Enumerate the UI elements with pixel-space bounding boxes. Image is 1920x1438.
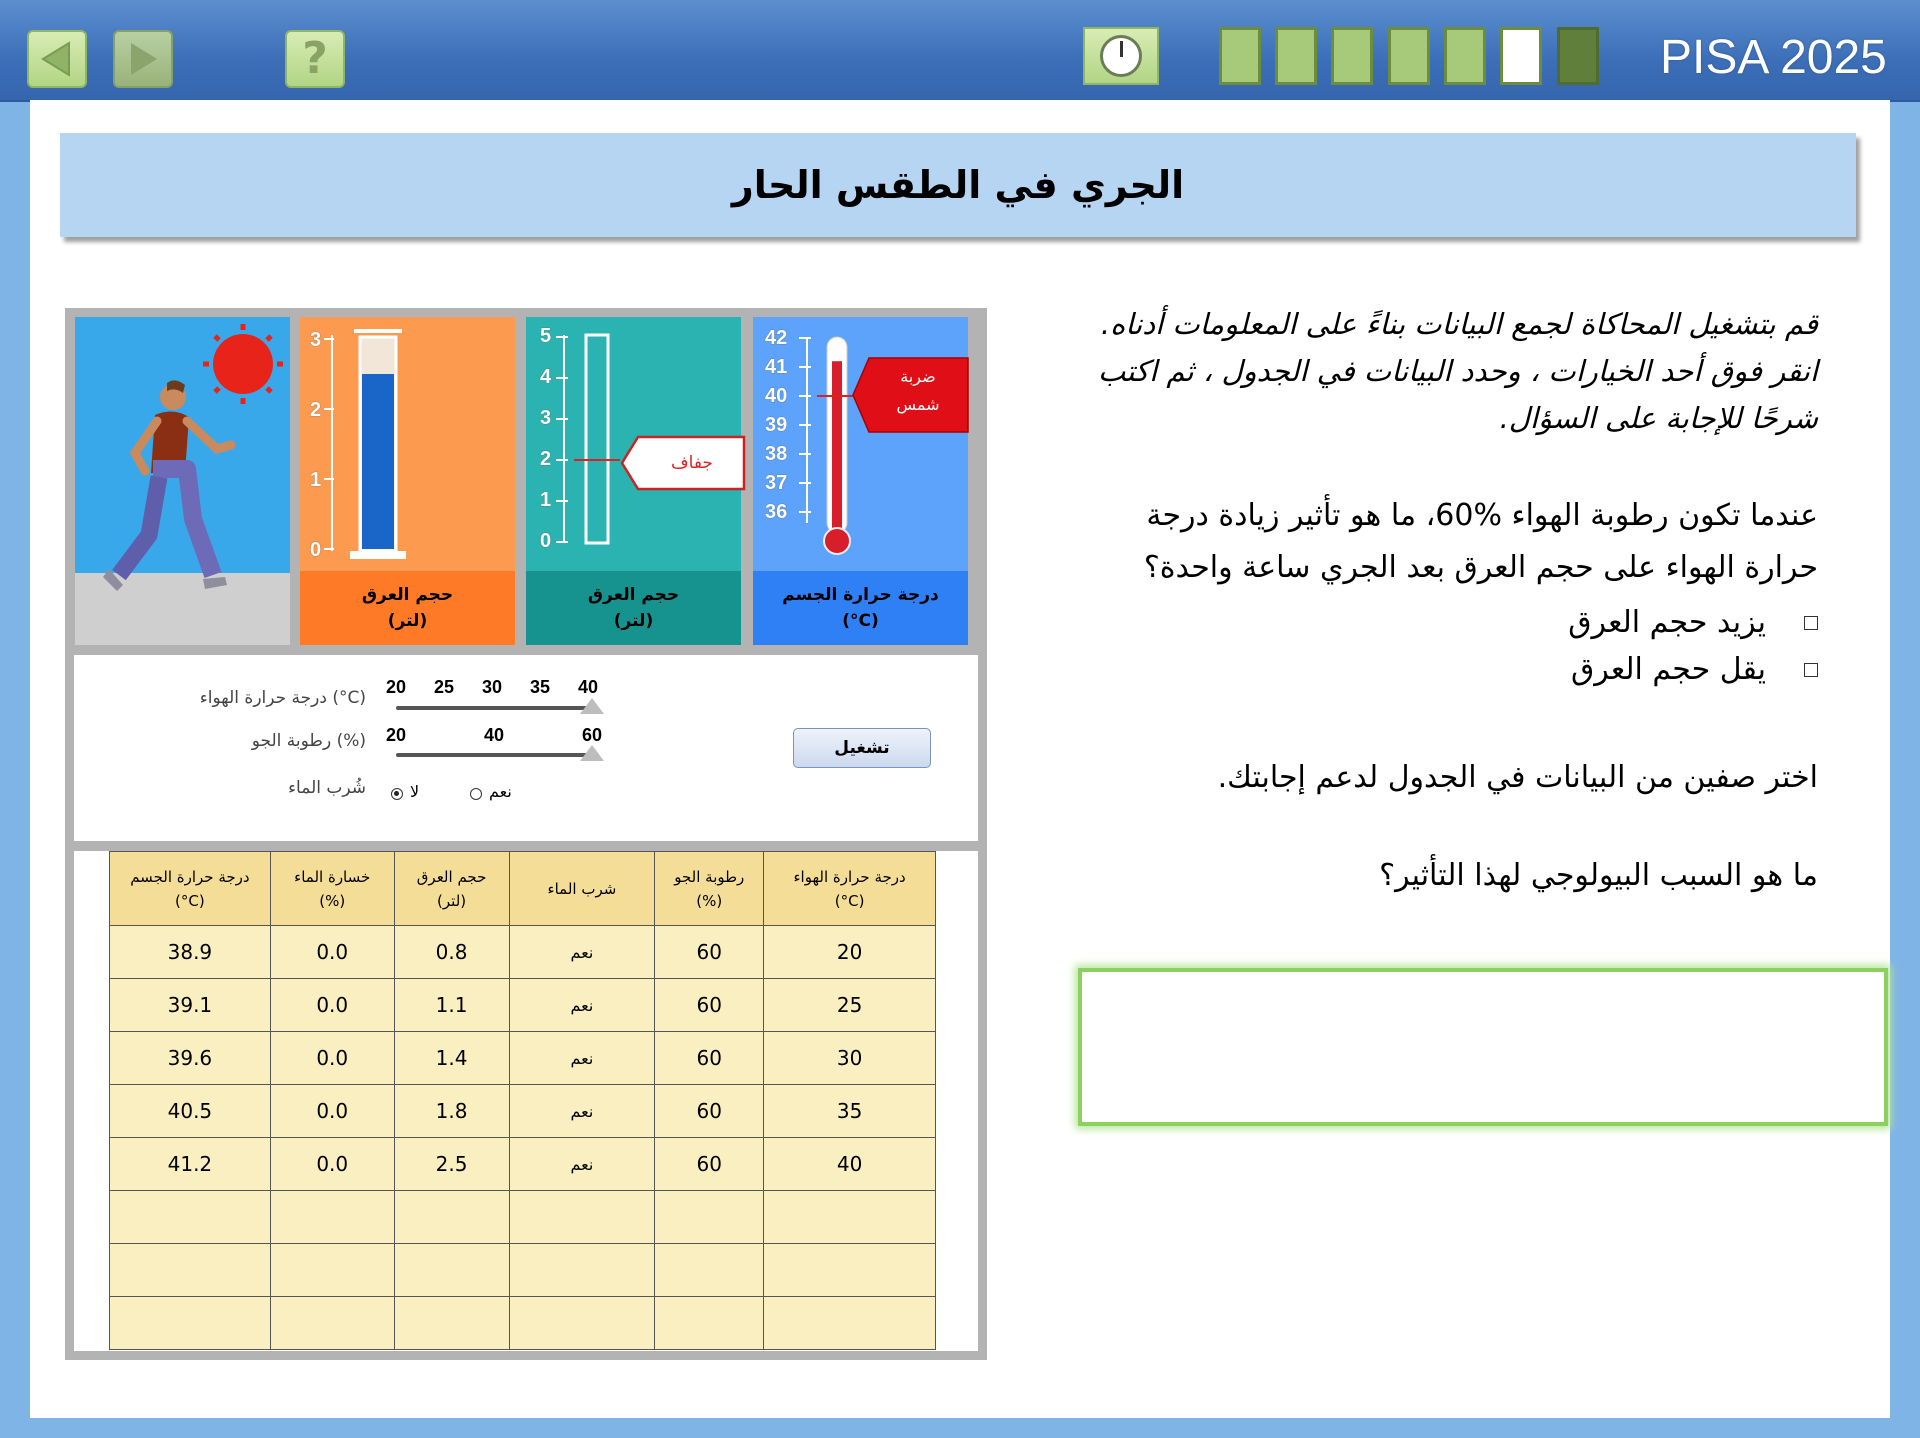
- panel-unit: (لتر): [387, 611, 428, 631]
- table-row[interactable]: [110, 1297, 936, 1350]
- table-cell[interactable]: 0.8: [394, 926, 509, 979]
- progress-step-2: [1275, 27, 1317, 85]
- option-label: يزيد حجم العرق: [1568, 605, 1766, 640]
- table-cell[interactable]: 0.0: [270, 1032, 394, 1085]
- instruction-line: شرحًا للإجابة على السؤال.: [1499, 401, 1818, 435]
- table-header: [270, 852, 394, 926]
- table-cell[interactable]: 40.5: [110, 1085, 271, 1138]
- checkbox-icon[interactable]: [1804, 663, 1818, 677]
- slider-tick-label: 20: [386, 677, 407, 697]
- slider-tick-label: 60: [582, 725, 603, 745]
- back-button[interactable]: [27, 30, 87, 88]
- progress-step-7: [1557, 27, 1599, 85]
- dehydration-alert: [620, 435, 746, 491]
- table-cell[interactable]: [764, 1191, 936, 1244]
- brand-logo: PISA 2025: [1660, 31, 1887, 84]
- progress-step-5: [1444, 27, 1486, 85]
- table-cell[interactable]: نعم: [509, 1138, 655, 1191]
- data-table: [109, 851, 936, 1350]
- drink-yes-radio[interactable]: [470, 788, 482, 800]
- table-cell[interactable]: 35: [764, 1085, 936, 1138]
- heatstroke-alert-text: ضربة: [900, 367, 936, 386]
- drink-water-label: شُرب الماء: [288, 778, 366, 798]
- heatstroke-alert: [851, 357, 969, 433]
- table-cell[interactable]: [509, 1297, 655, 1350]
- sweat-volume-panel: [300, 317, 515, 645]
- table-cell[interactable]: [394, 1244, 509, 1297]
- progress-step-1: [1219, 27, 1261, 85]
- table-cell[interactable]: 39.6: [110, 1032, 271, 1085]
- scale-label: 40: [765, 385, 788, 407]
- select-rows-prompt: اختر صفين من البيانات في الجدول لدعم إجابتك.: [1217, 760, 1818, 795]
- scale-label: 0: [310, 539, 322, 561]
- table-cell[interactable]: نعم: [509, 1085, 655, 1138]
- question-prompt: [1144, 490, 1818, 594]
- table-cell[interactable]: [270, 1191, 394, 1244]
- table-cell[interactable]: 0.0: [270, 1138, 394, 1191]
- header-unit: (°C): [834, 891, 865, 910]
- table-cell[interactable]: 60: [655, 1032, 764, 1085]
- slider-tick-label: 40: [578, 677, 599, 697]
- body-temp-panel: [753, 317, 968, 645]
- scale-label: 37: [765, 472, 788, 494]
- table-cell[interactable]: نعم: [509, 926, 655, 979]
- table-cell[interactable]: [110, 1244, 271, 1297]
- scale-label: 4: [540, 366, 552, 388]
- option-increase[interactable]: [1568, 605, 1818, 640]
- slider-tick-label: 25: [434, 677, 455, 697]
- table-cell[interactable]: نعم: [509, 979, 655, 1032]
- header-unit: (%): [696, 891, 723, 910]
- table-cell[interactable]: [270, 1297, 394, 1350]
- table-cell[interactable]: 60: [655, 1138, 764, 1191]
- dehydration-alert-text: جفاف: [671, 453, 713, 473]
- prompt-line: عندما تكون رطوبة الهواء %60، ما هو تأثير زيادة درجة: [1146, 498, 1818, 533]
- scale-label: 2: [310, 399, 322, 421]
- top-bar: [0, 0, 1920, 102]
- table-cell[interactable]: 40: [764, 1138, 936, 1191]
- table-row[interactable]: [110, 979, 936, 1032]
- table-cell[interactable]: [509, 1191, 655, 1244]
- simulation-controls: [74, 655, 978, 841]
- option-label: يقل حجم العرق: [1571, 652, 1766, 687]
- next-arrow-icon: [123, 39, 163, 79]
- panel-label: حجم العرق: [361, 585, 454, 605]
- scale-label: 38: [765, 443, 788, 465]
- table-row[interactable]: [110, 1032, 936, 1085]
- table-header: [110, 852, 271, 926]
- table-cell[interactable]: 60: [655, 979, 764, 1032]
- air-temp-slider-thumb[interactable]: [580, 698, 604, 714]
- heatstroke-alert-text: شمس: [896, 395, 940, 414]
- header-label: درجة حرارة الهواء: [793, 867, 906, 886]
- back-arrow-icon: [37, 39, 77, 79]
- table-row[interactable]: [110, 1085, 936, 1138]
- table-cell[interactable]: [270, 1244, 394, 1297]
- table-cell[interactable]: 60: [655, 1085, 764, 1138]
- table-header: [655, 852, 764, 926]
- air-temp-label: درجة حرارة الهواء (°C): [199, 688, 366, 708]
- humidity-slider-thumb[interactable]: [580, 745, 604, 761]
- humidity-label: رطوبة الجو (%): [251, 731, 366, 751]
- scale-label: 3: [310, 329, 322, 351]
- scale-label: 5: [540, 325, 552, 347]
- header-unit: (لتر): [437, 891, 467, 910]
- scale-label: 41: [765, 356, 788, 378]
- table-cell[interactable]: [509, 1244, 655, 1297]
- checkbox-icon[interactable]: [1804, 616, 1818, 630]
- scale-label: 42: [765, 327, 788, 349]
- simulation: [65, 308, 987, 1360]
- table-cell[interactable]: 0.0: [270, 979, 394, 1032]
- table-cell[interactable]: [110, 1297, 271, 1350]
- progress-step-3: [1331, 27, 1373, 85]
- scale-label: 0: [540, 530, 552, 552]
- table-cell[interactable]: [394, 1191, 509, 1244]
- header-label: شرب الماء: [547, 879, 617, 898]
- timer-button[interactable]: [1083, 27, 1159, 85]
- table-row[interactable]: [110, 1191, 936, 1244]
- table-cell[interactable]: نعم: [509, 1032, 655, 1085]
- thermometer-icon: [753, 317, 968, 571]
- table-header: [394, 852, 509, 926]
- scale-label: 1: [310, 469, 322, 491]
- data-table-area: [74, 851, 978, 1351]
- graduated-cylinder-icon: [300, 317, 515, 571]
- instruction-line: قم بتشغيل المحاكاة لجمع البيانات بناءً على المعلومات أدناه.: [1100, 307, 1818, 341]
- table-row[interactable]: [110, 1244, 936, 1297]
- panel-unit: (°C): [842, 611, 879, 631]
- table-cell[interactable]: 25: [764, 979, 936, 1032]
- header-label: حجم العرق: [416, 867, 487, 886]
- table-cell[interactable]: 2.5: [394, 1138, 509, 1191]
- table-cell[interactable]: 20: [764, 926, 936, 979]
- scale-label: 2: [540, 448, 552, 470]
- slider-tick-label: 35: [530, 677, 551, 697]
- table-cell[interactable]: 41.2: [110, 1138, 271, 1191]
- instruction-line: انقر فوق أحد الخيارات ، وحدد البيانات في الجدول ، ثم اكتب: [1098, 354, 1818, 388]
- slider-tick-label: 40: [484, 725, 505, 745]
- table-cell[interactable]: 0.0: [270, 1085, 394, 1138]
- header-label: رطوبة الجو: [674, 867, 745, 886]
- scale-label: 36: [765, 501, 788, 523]
- table-cell[interactable]: 1.8: [394, 1085, 509, 1138]
- page-title: الجري في الطقس الحار: [731, 163, 1185, 207]
- progress-step-6-current: [1500, 27, 1542, 85]
- scale-label: 39: [765, 414, 788, 436]
- dehydration-panel: [526, 317, 741, 645]
- table-cell[interactable]: 1.4: [394, 1032, 509, 1085]
- progress-step-4: [1388, 27, 1430, 85]
- table-cell[interactable]: 30: [764, 1032, 936, 1085]
- slider-tick-label: 30: [482, 677, 503, 697]
- main-panel: [30, 100, 1890, 1418]
- runner-scene: [75, 317, 290, 645]
- sun-icon: [203, 324, 283, 404]
- help-button[interactable]: [285, 30, 345, 88]
- table-cell[interactable]: [394, 1297, 509, 1350]
- instructions: [1098, 301, 1818, 442]
- option-decrease[interactable]: [1571, 652, 1818, 687]
- table-header: [764, 852, 936, 926]
- header-label: خسارة الماء: [294, 867, 371, 886]
- help-icon: ?: [302, 33, 328, 84]
- table-cell[interactable]: 39.1: [110, 979, 271, 1032]
- table-row[interactable]: [110, 926, 936, 979]
- drink-yes-label: نعم: [489, 782, 512, 801]
- timer-icon: [1100, 35, 1142, 77]
- scale-label: 3: [540, 407, 552, 429]
- table-cell[interactable]: [655, 1297, 764, 1350]
- table-cell[interactable]: 60: [655, 926, 764, 979]
- air-temp-slider[interactable]: [396, 706, 592, 710]
- panel-label: حجم العرق: [587, 585, 680, 605]
- table-header: [509, 852, 655, 926]
- header-label: درجة حرارة الجسم: [130, 867, 250, 886]
- next-button[interactable]: [113, 30, 173, 88]
- humidity-slider[interactable]: [396, 753, 592, 757]
- table-cell[interactable]: [655, 1191, 764, 1244]
- runner-illustration: [75, 317, 290, 645]
- table-row[interactable]: [110, 1138, 936, 1191]
- header-unit: (%): [319, 891, 346, 910]
- scale-label: 1: [540, 489, 552, 511]
- table-cell[interactable]: 38.9: [110, 926, 271, 979]
- prompt-line: حرارة الهواء على حجم العرق بعد الجري ساعة واحدة؟: [1143, 550, 1818, 585]
- reason-prompt: ما هو السبب البيولوجي لهذا التأثير؟: [1379, 858, 1818, 893]
- panel-unit: (لتر): [613, 611, 654, 631]
- table-cell[interactable]: 0.0: [270, 926, 394, 979]
- table-cell[interactable]: [655, 1244, 764, 1297]
- dehydration-label: [526, 571, 741, 645]
- slider-tick-label: 20: [386, 725, 407, 745]
- sweat-volume-label: [300, 571, 515, 645]
- table-cell[interactable]: 1.1: [394, 979, 509, 1032]
- run-button[interactable]: تشغيل: [793, 728, 931, 768]
- drink-no-radio[interactable]: [391, 788, 403, 800]
- title-bar: [60, 133, 1856, 237]
- answer-textbox[interactable]: [1078, 968, 1888, 1126]
- drink-no-label: لا: [410, 782, 420, 801]
- header-unit: (°C): [175, 891, 205, 910]
- panel-label: درجة حرارة الجسم: [782, 585, 939, 605]
- table-cell[interactable]: [764, 1244, 936, 1297]
- body-temp-label: [753, 571, 968, 645]
- table-cell[interactable]: [110, 1191, 271, 1244]
- table-cell[interactable]: [764, 1297, 936, 1350]
